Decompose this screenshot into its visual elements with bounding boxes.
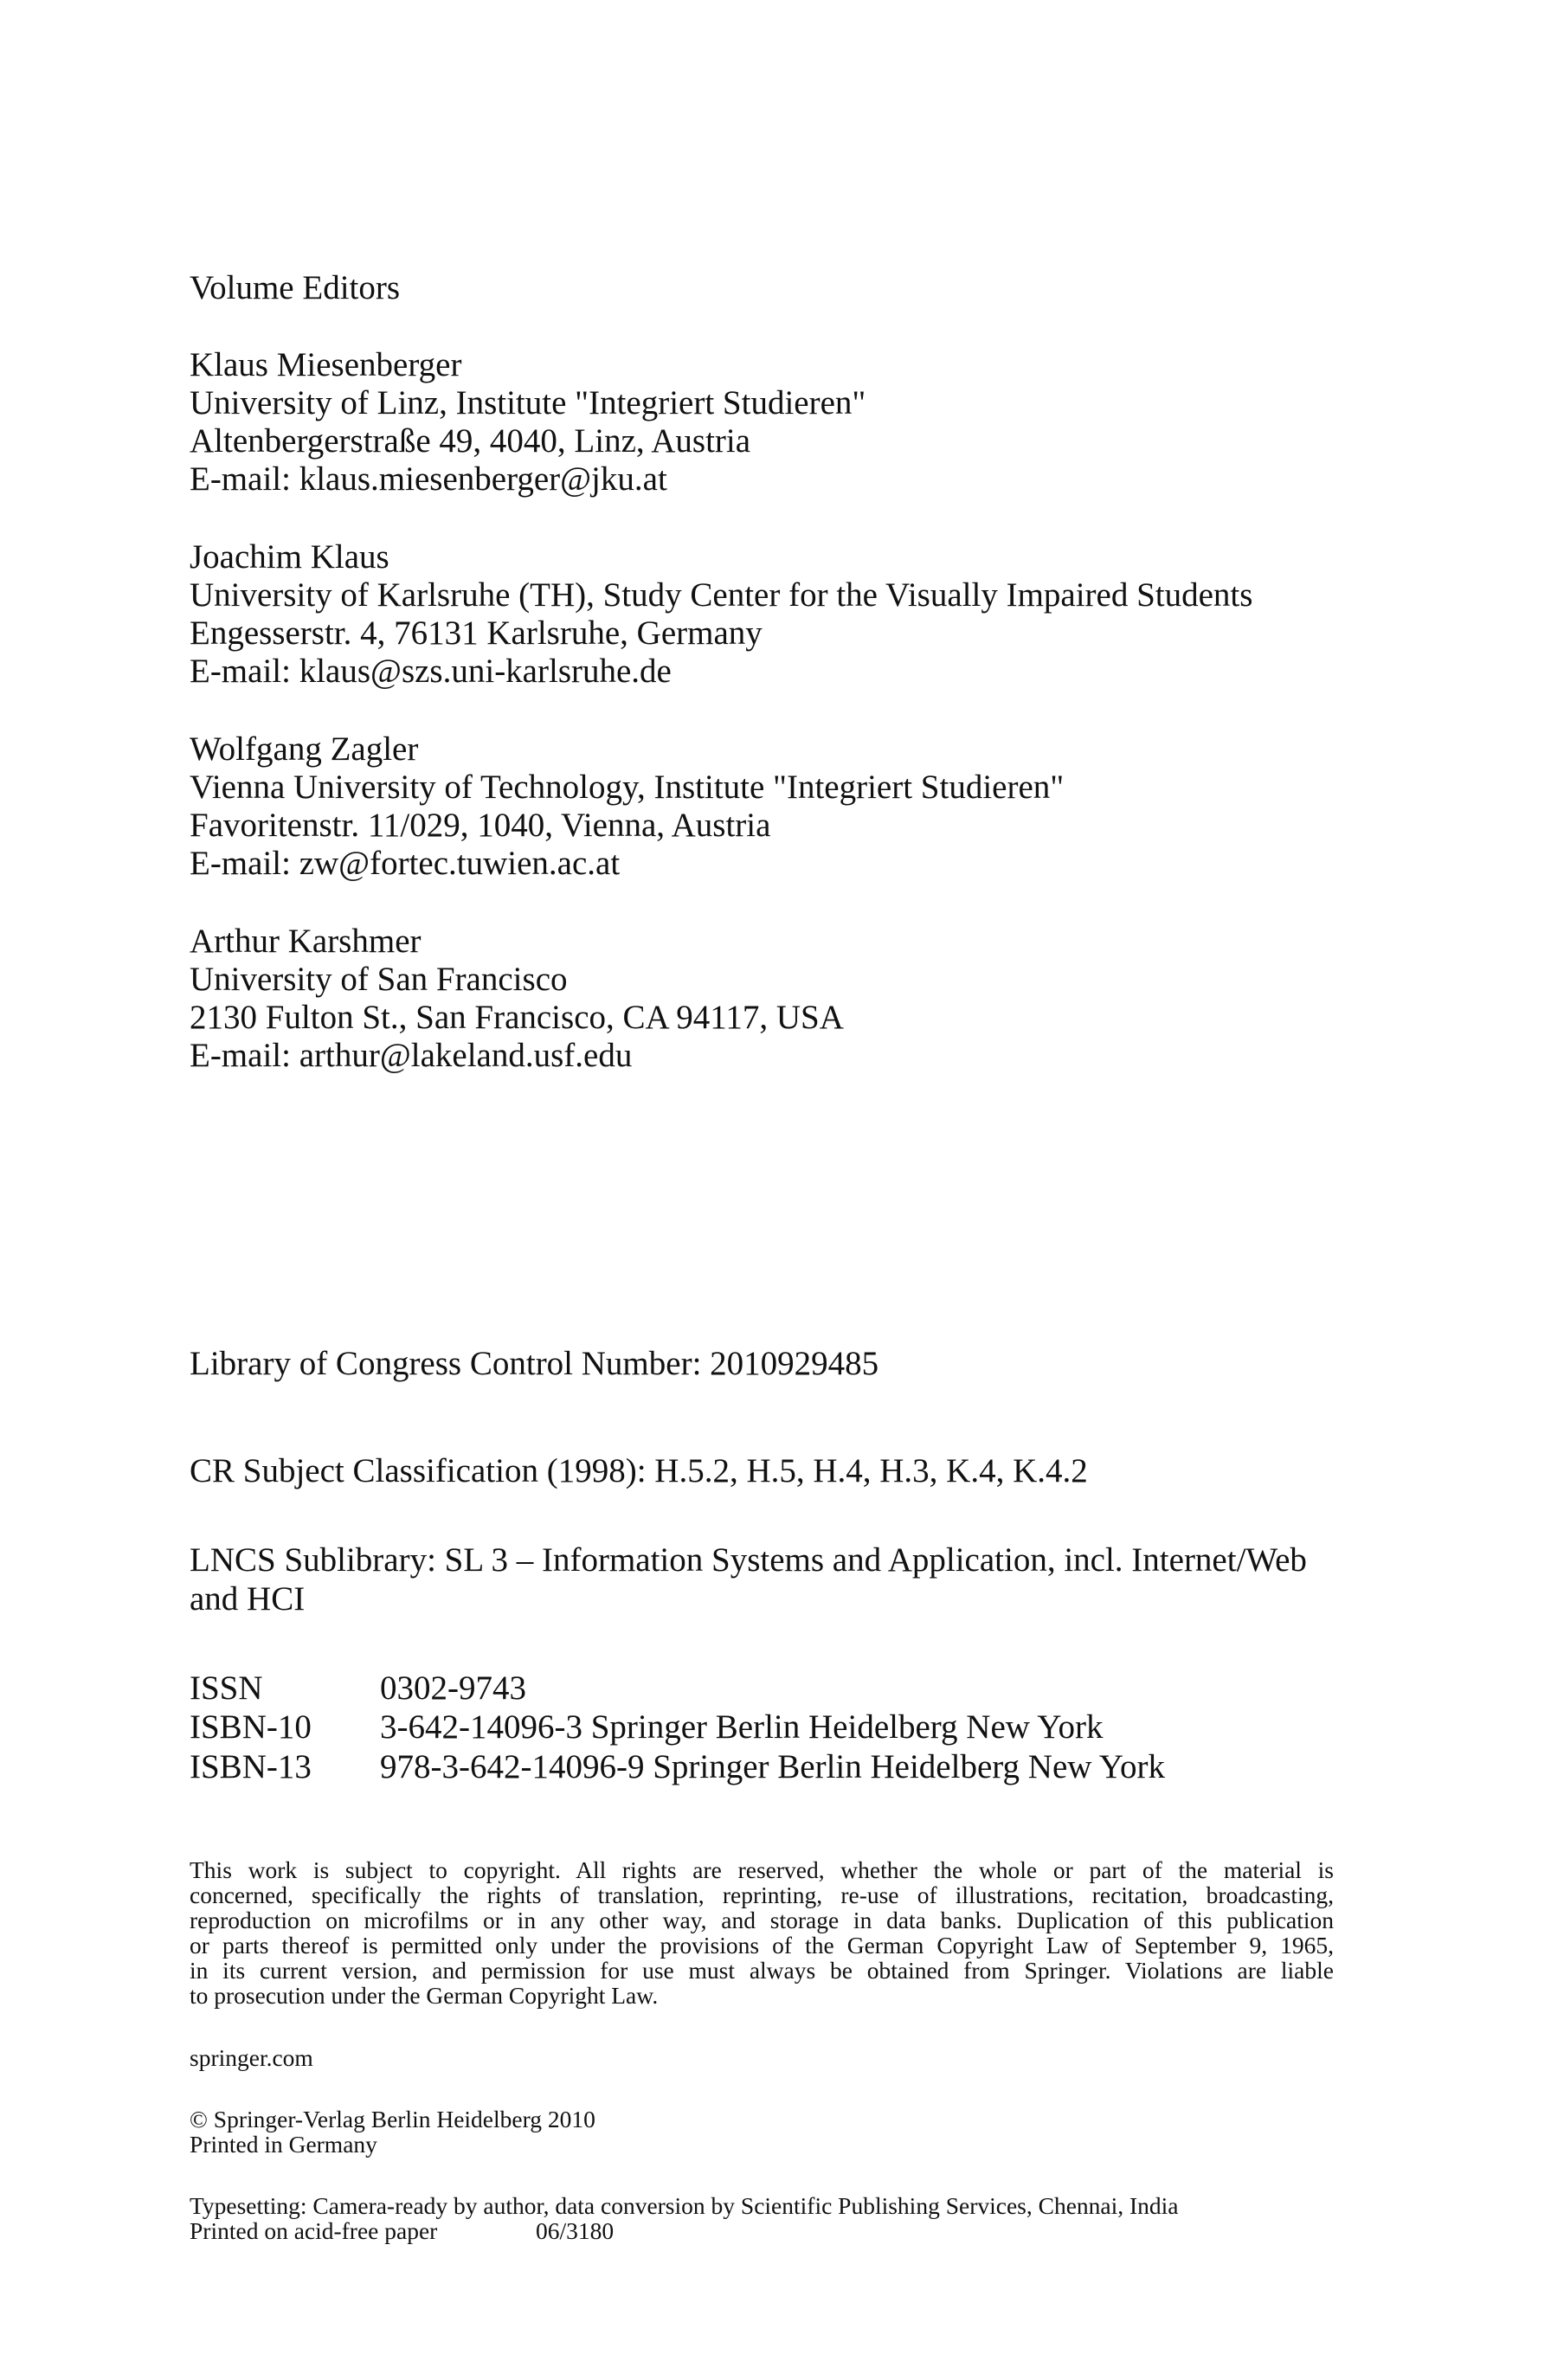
cr-classification-line: CR Subject Classification (1998): H.5.2, H.5, H.4, H.3, K.4, K.4.2 (190, 1452, 1088, 1489)
editor-email: E-mail: zw@fortec.tuwien.ac.at (190, 845, 621, 882)
editor-address: Altenbergerstraße 49, 4040, Linz, Austria (190, 422, 751, 460)
editor-affiliation: University of Karlsruhe (TH), Study Center for the Visually Impaired Students (190, 576, 1253, 614)
isbn10-label: ISBN-10 (190, 1708, 312, 1746)
copyright-notice-line: reproduction on microfilms or in any other way, and storage in data banks. Duplication of this publication (190, 1907, 1334, 1933)
editor-name: Wolfgang Zagler (190, 730, 419, 768)
lncs-sublibrary-line: LNCS Sublibrary: SL 3 – Information Systems and Application, incl. Internet/Web (190, 1541, 1307, 1579)
typesetting-line: Typesetting: Camera-ready by author, data conversion by Scientific Publishing Services, Chennai, India (190, 2192, 1179, 2219)
lccn-line: Library of Congress Control Number: 2010929485 (190, 1345, 879, 1382)
website-link[interactable]: springer.com (190, 2044, 313, 2071)
editor-address: 2130 Fulton St., San Francisco, CA 94117, USA (190, 999, 844, 1036)
editor-email: E-mail: arthur@lakeland.usf.edu (190, 1037, 633, 1074)
copyright-notice-line: or parts thereof is permitted only under the provisions of the German Copyright Law of September 9, 1965, (190, 1932, 1334, 1959)
copyright-notice-line: concerned, specifically the rights of translation, reprinting, re-use of illustrations, recitation, broadcasting, (190, 1881, 1334, 1908)
editor-name: Klaus Miesenberger (190, 346, 462, 383)
editor-address: Favoritenstr. 11/029, 1040, Vienna, Austria (190, 807, 771, 844)
editor-name: Joachim Klaus (190, 538, 389, 576)
printed-in-line: Printed in Germany (190, 2131, 377, 2158)
issn-label: ISSN (190, 1669, 263, 1707)
lncs-sublibrary-line-cont: and HCI (190, 1580, 306, 1618)
editor-address: Engesserstr. 4, 76131 Karlsruhe, Germany (190, 614, 763, 652)
paper-line (190, 2217, 615, 2244)
copyright-line: © Springer-Verlag Berlin Heidelberg 2010 (190, 2106, 595, 2132)
paper-text: Printed on acid-free paper (190, 2217, 438, 2244)
isbn13-label: ISBN-13 (190, 1748, 312, 1785)
isbn10-value: 3-642-14096-3 Springer Berlin Heidelberg New York (380, 1708, 1104, 1746)
copyright-notice-line: in its current version, and permission for use must always be obtained from Springer. Violations are liable (190, 1957, 1334, 1984)
editor-name: Arthur Karshmer (190, 923, 422, 960)
issn-value: 0302-9743 (380, 1669, 526, 1707)
copyright-notice-line: This work is subject to copyright. All rights are reserved, whether the whole or part of the material is (190, 1856, 1334, 1883)
editor-affiliation: Vienna University of Technology, Institute "Integriert Studieren" (190, 769, 1065, 806)
isbn13-value: 978-3-642-14096-9 Springer Berlin Heidelberg New York (380, 1748, 1165, 1785)
volume-editors-heading: Volume Editors (190, 269, 401, 306)
editor-email: E-mail: klaus.miesenberger@jku.at (190, 460, 667, 498)
editor-affiliation: University of San Francisco (190, 961, 568, 998)
editor-email: E-mail: klaus@szs.uni-karlsruhe.de (190, 653, 672, 690)
print-code: 06/3180 (536, 2217, 615, 2244)
editor-affiliation: University of Linz, Institute "Integriert Studieren" (190, 384, 866, 421)
copyright-notice-line: to prosecution under the German Copyright Law. (190, 1982, 659, 2009)
